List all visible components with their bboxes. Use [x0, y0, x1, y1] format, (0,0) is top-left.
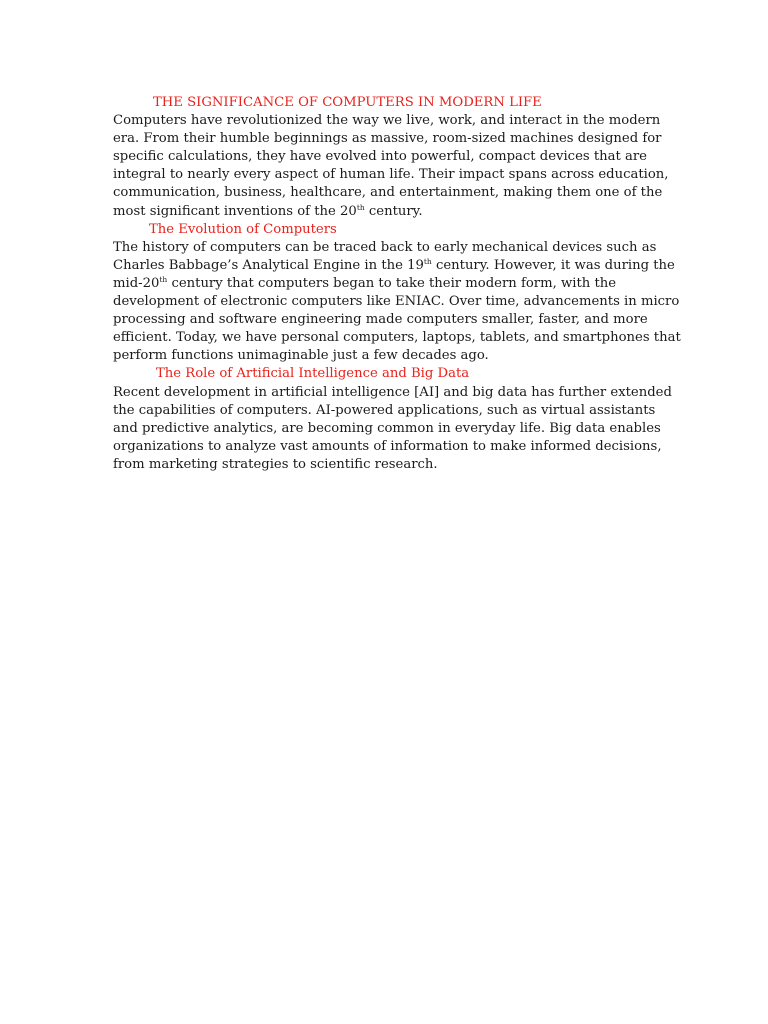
evolution-line: perform functions unimaginable just a few decades ago. [113, 348, 489, 364]
evolution-line: The history of computers can be traced back to early mechanical devices such as [113, 239, 657, 255]
evolution-line [113, 257, 673, 275]
evolution-text-after: century. However, it was during the [431, 257, 675, 273]
ordinal-suffix: th [356, 202, 365, 212]
evolution-paragraph [113, 239, 681, 366]
intro-line: era. From their humble beginnings as massive, room-sized machines designed for [113, 131, 662, 147]
document-title: THE SIGNIFICANCE OF COMPUTERS IN MODERN LIFE [153, 95, 542, 110]
intro-text-after: century. [364, 203, 423, 219]
intro-paragraph [113, 112, 673, 221]
ai-line: and predictive analytics, are becoming common in everyday life. Big data enables [113, 420, 661, 436]
ordinal-suffix: th [423, 256, 432, 266]
evolution-line: processing and software engineering made computers smaller, faster, and more [113, 312, 648, 328]
evolution-text-before: mid-20 [113, 275, 160, 291]
ai-paragraph [113, 384, 673, 474]
evolution-line: efficient. Today, we have personal computers, laptops, tablets, and smartphones that [113, 330, 681, 346]
intro-text-before: most significant inventions of the 20 [113, 203, 357, 219]
intro-line: communication, business, healthcare, and entertainment, making them one of the [113, 185, 663, 201]
ai-line: Recent development in artificial intelligence [AI] and big data has further extended [113, 384, 672, 400]
intro-line: specific calculations, they have evolved into powerful, compact devices that are [113, 149, 647, 165]
intro-line: integral to nearly every aspect of human life. Their impact spans across education, [113, 167, 669, 183]
intro-line: Computers have revolutionized the way we live, work, and interact in the modern [113, 113, 661, 129]
intro-line-last [113, 203, 673, 221]
ai-line: the capabilities of computers. AI-powered applications, such as virtual assistants [113, 402, 656, 418]
section-heading-evolution: The Evolution of Computers [149, 221, 337, 237]
evolution-line [113, 275, 673, 293]
section-heading-ai-big-data: The Role of Artificial Intelligence and Big Data [156, 366, 470, 382]
evolution-text-before: Charles Babbage’s Analytical Engine in the 19 [113, 257, 424, 273]
ai-line: from marketing strategies to scientific research. [113, 456, 438, 472]
evolution-line: development of electronic computers like ENIAC. Over time, advancements in micro [113, 294, 680, 310]
ai-line: organizations to analyze vast amounts of information to make informed decisions, [113, 438, 662, 454]
ordinal-suffix: th [159, 274, 168, 284]
document-body [113, 94, 681, 474]
evolution-text-after: century that computers began to take their modern form, with the [167, 275, 617, 291]
